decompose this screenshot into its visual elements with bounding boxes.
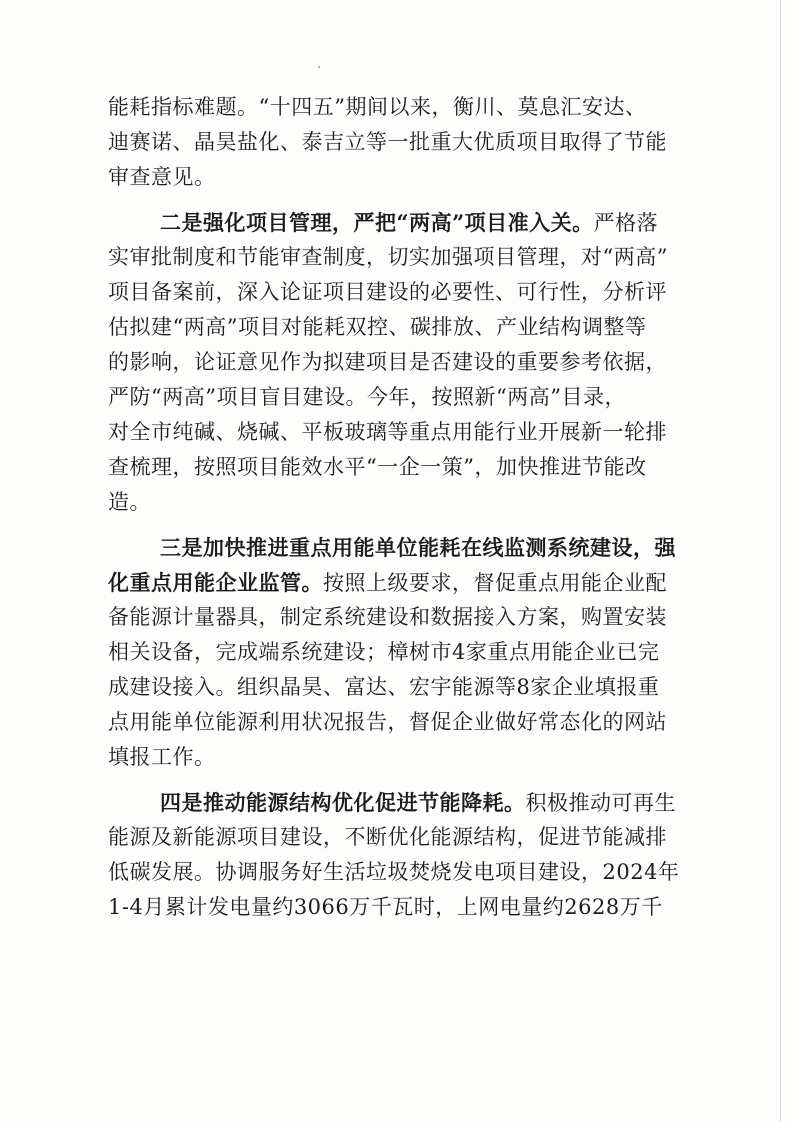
text-line: 估拟建“两高”项目对能耗双控、碳排放、产业结构调整等 xyxy=(108,315,647,339)
text-line xyxy=(108,785,676,820)
text-line: 相关设备，完成端系统建设；樟树市4家重点用能企业已完 xyxy=(108,640,660,664)
text-line: 备能源计量器具，制定系统建设和数据接入方案，购置安装 xyxy=(108,605,667,629)
text-line: 严防“两高”项目盲目建设。今年，按照新“两高”目录， xyxy=(108,385,626,409)
text-line xyxy=(108,205,668,240)
paragraph-online-monitoring xyxy=(108,530,676,775)
text-line: 点用能单位能源利用状况报告，督促企业做好常态化的网站 xyxy=(108,710,667,734)
text-run: 积极推动可再生 xyxy=(525,791,676,815)
text-line: 的影响，论证意见作为拟建项目是否建设的重要参考依据， xyxy=(108,350,667,374)
text-line: 能源及新能源项目建设，不断优化能源结构，促进节能减排 xyxy=(108,825,667,849)
section-heading: 二是强化项目管理，严把“两高”项目准入关。 xyxy=(160,210,594,235)
text-line: 项目备案前，深入论证项目建设的必要性、可行性，分析评 xyxy=(108,280,667,304)
document-body xyxy=(108,90,680,925)
text-line: 1-4月累计发电量约3066万千瓦时，上网电量约2628万千 xyxy=(108,895,663,919)
text-line xyxy=(108,565,668,600)
paragraph-energy-structure xyxy=(108,785,680,925)
text-line: 迪赛诺、晶昊盐化、泰吉立等一批重大优质项目取得了节能 xyxy=(108,130,667,154)
text-line: 低碳发展。协调服务好生活垃圾焚烧发电项目建设，2024年 xyxy=(108,860,680,884)
text-run: 严格落 xyxy=(593,211,659,235)
scan-speck xyxy=(318,66,320,68)
page-edge xyxy=(780,0,781,1122)
text-line: 能耗指标难题。“十四五”期间以来，衡川、莫息汇安达、 xyxy=(108,95,647,119)
text-line: 实审批制度和节能审查制度，切实加强项目管理，对“两高” xyxy=(108,245,668,269)
text-run: 按照上级要求，督促重点用能企业配 xyxy=(323,571,667,595)
text-line: 对全市纯碱、烧碱、平板玻璃等重点用能行业开展新一轮排 xyxy=(108,420,667,444)
text-line: 造。 xyxy=(108,490,151,514)
section-heading: 四是推动能源结构优化促进节能降耗。 xyxy=(160,790,526,815)
text-line: 填报工作。 xyxy=(108,745,216,769)
paragraph-project-management xyxy=(108,205,668,520)
text-line: 审查意见。 xyxy=(108,165,216,189)
section-heading-cont: 化重点用能企业监管。 xyxy=(108,570,323,595)
paragraph-continued xyxy=(108,90,668,195)
text-line: 成建设接入。组织晶昊、富达、宏宇能源等8家企业填报重 xyxy=(108,675,660,699)
text-line: 查梳理，按照项目能效水平“一企一策”，加快推进节能改 xyxy=(108,455,647,479)
section-heading: 三是加快推进重点用能单位能耗在线监测系统建设，强 xyxy=(160,535,676,560)
